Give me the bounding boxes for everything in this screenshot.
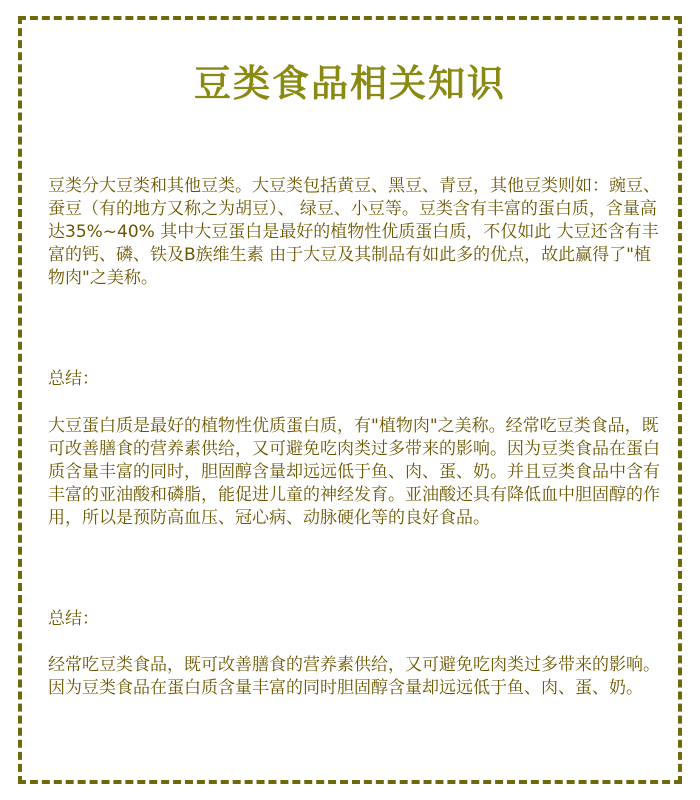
summary-heading-2: 总结： — [48, 609, 99, 629]
page-title: 豆类食品相关知识 — [194, 62, 506, 105]
summary-paragraph-1: 大豆蛋白质是最好的植物性优质蛋白质，有"植物肉"之美称。经常吃豆类食品，既可改善膳食的营养素供给，又可避免吃肉类过多带来的影响。因为豆类食品在蛋白质含量丰富的同时，胆固醇含量却远远低于鱼、肉、蛋、奶。并且豆类食品中含有丰富的亚油酸和磷脂，能促进儿童的神经发育。亚油酸还具有降低血中胆固醇的作用，所以是预防高血压、冠心病、动脉硬化等的良好食品。 — [48, 416, 660, 528]
intro-paragraph: 豆类分大豆类和其他豆类。大豆类包括黄豆、黑豆、青豆，其他豆类则如：豌豆、蚕豆（有的地方又称之为胡豆）、 绿豆、小豆等。豆类含有丰富的蛋白质，含量高达35%~40% 其中大豆蛋白是最好的植物性优质蛋白质，不仅如此 大豆还含有丰富的钙、磷、铁及B族维生素 由于大豆及其制品有如此多的优点，故此赢得了"植物肉"之美称。 — [48, 176, 660, 288]
summary-paragraph-2: 经常吃豆类食品，既可改善膳食的营养素供给，又可避免吃肉类过多带来的影响。因为豆类食品在蛋白质含量丰富的同时胆固醇含量却远远低于鱼、肉、蛋、奶。 — [48, 655, 660, 698]
summary-heading-1: 总结： — [48, 369, 99, 389]
